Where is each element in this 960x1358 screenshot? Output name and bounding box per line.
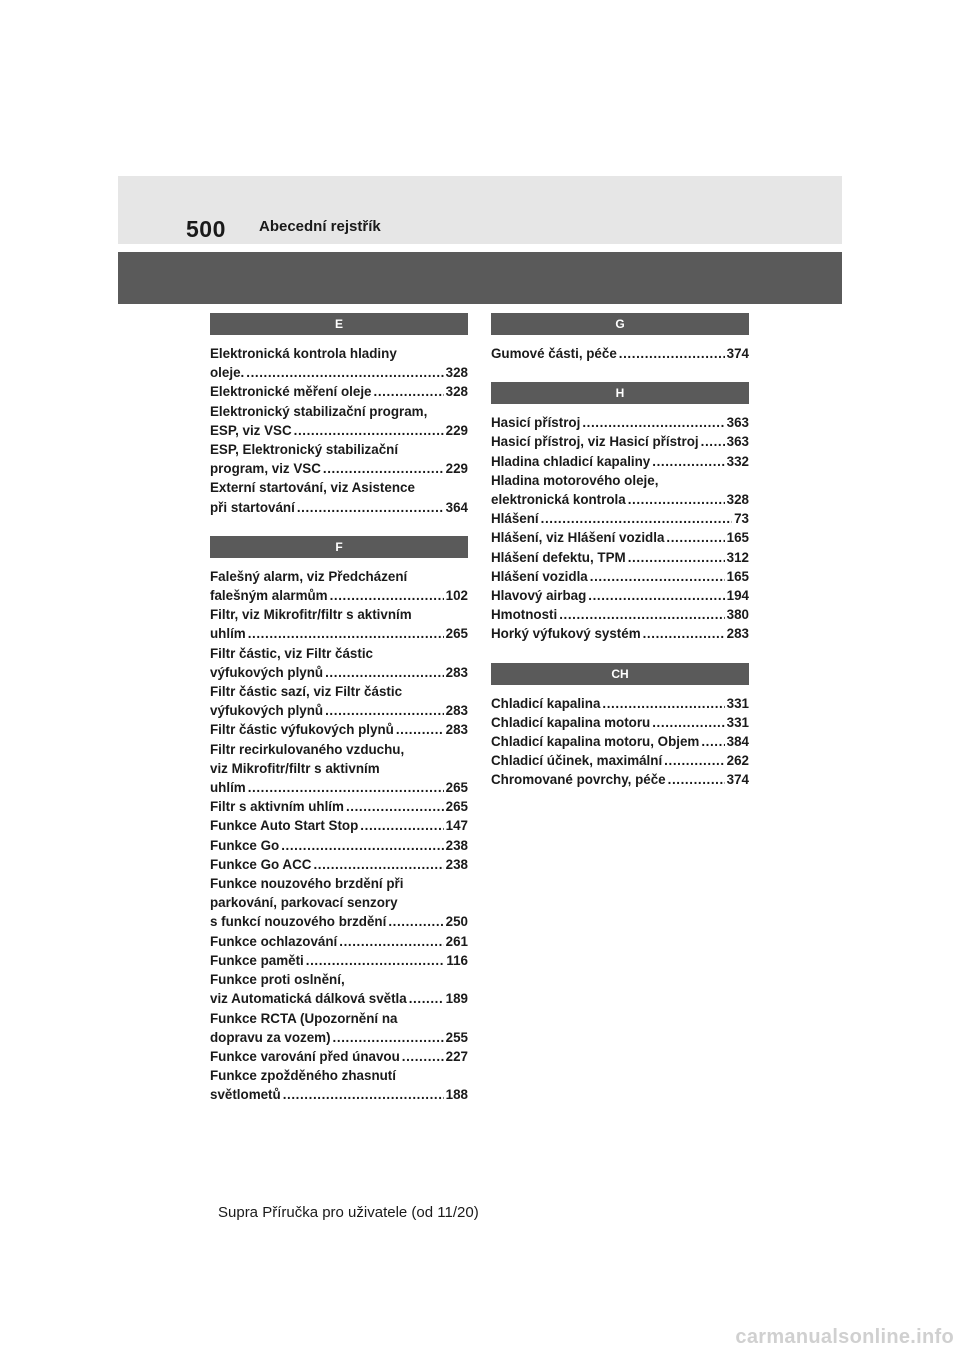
entry-text: oleje. [210, 365, 245, 381]
entry-text: Chladicí kapalina motoru, Objem [491, 734, 700, 750]
dot-leader [582, 413, 724, 432]
index-entry[interactable] [210, 874, 468, 932]
dot-leader [248, 778, 444, 797]
page-reference[interactable]: 255 [445, 1029, 468, 1045]
entry-text: výfukových plynů [210, 703, 324, 719]
dot-leader [325, 701, 444, 720]
index-entry[interactable] [491, 605, 749, 624]
page-reference[interactable]: 188 [445, 1087, 468, 1103]
entry-text: Funkce Auto Start Stop [210, 818, 359, 834]
dot-leader [374, 382, 444, 401]
entry-text: Funkce ochlazování [210, 933, 338, 949]
index-entry[interactable] [210, 1009, 468, 1047]
page-reference[interactable]: 380 [726, 607, 749, 623]
dot-leader [346, 797, 444, 816]
page-reference[interactable]: 189 [445, 991, 468, 1007]
entry-text: Chladicí účinek, maximální [491, 753, 663, 769]
entry-text: Chladicí kapalina [491, 695, 601, 711]
index-entry[interactable] [210, 344, 468, 382]
letter-header: CH [491, 663, 749, 685]
index-entry[interactable] [210, 816, 468, 835]
dot-leader [628, 548, 725, 567]
entry-text: výfukových plynů [210, 664, 324, 680]
index-entry[interactable] [210, 567, 468, 605]
index-entry[interactable] [210, 932, 468, 951]
page-reference[interactable]: 283 [445, 664, 468, 680]
dot-leader [652, 713, 724, 732]
entry-text: Hasicí přístroj [491, 415, 581, 431]
dot-leader [297, 498, 444, 517]
index-entry[interactable] [491, 432, 749, 451]
index-entry[interactable] [491, 413, 749, 432]
page-reference[interactable]: 147 [445, 818, 468, 834]
entry-text: Hmotnosti [491, 607, 558, 623]
index-entry[interactable] [210, 970, 468, 1008]
index-entry-list [491, 344, 749, 363]
entry-text: při startování [210, 499, 295, 515]
index-entry[interactable] [210, 605, 468, 643]
index-entry[interactable] [491, 548, 749, 567]
letter-header: G [491, 313, 749, 335]
index-entry[interactable] [210, 797, 468, 816]
page-reference[interactable]: 227 [445, 1048, 468, 1064]
dot-leader [701, 732, 724, 751]
entry-text: Elektronický stabilizační program, [210, 403, 428, 419]
entry-text: Hladina chladicí kapaliny [491, 453, 651, 469]
index-entry-list [210, 344, 468, 517]
dot-leader [602, 694, 724, 713]
index-entry[interactable] [210, 402, 468, 440]
entry-text: Hlášení vozidla [491, 568, 588, 584]
entry-text: Filtr částic, viz Filtr částic [210, 645, 373, 661]
entry-text: Elektronické měření oleje [210, 384, 372, 400]
index-entry[interactable] [210, 644, 468, 682]
entry-text: Filtr recirkulovaného vzduchu, [210, 741, 405, 757]
page-reference[interactable]: 331 [726, 695, 749, 711]
entry-text: Hlášení [491, 511, 539, 527]
dot-leader [643, 624, 725, 643]
dot-leader [402, 1047, 444, 1066]
page-reference[interactable]: 238 [445, 856, 468, 872]
entry-text: Filtr, viz Mikrofitr/filtr s aktivním [210, 607, 412, 623]
dot-leader [396, 720, 444, 739]
entry-text: viz Automatická dálková světla [210, 991, 407, 1007]
index-entry-list [210, 567, 468, 1105]
entry-text: elektronická kontrola [491, 492, 626, 508]
index-entry[interactable] [491, 694, 749, 713]
dot-leader [306, 951, 445, 970]
entry-text: Funkce nouzového brzdění při [210, 876, 404, 892]
dot-leader [388, 912, 443, 931]
chapter-bar [118, 252, 842, 304]
dot-leader [330, 586, 444, 605]
entry-text: viz Mikrofitr/filtr s aktivním [210, 760, 380, 776]
entry-text: Funkce varování před únavou [210, 1048, 400, 1064]
entry-text: Chromované povrchy, péče [491, 772, 666, 788]
entry-text: Hasicí přístroj, viz Hasicí přístroj [491, 434, 699, 450]
index-entry[interactable] [491, 528, 749, 547]
page-reference[interactable]: 165 [726, 568, 749, 584]
dot-leader [246, 363, 443, 382]
footer-text: Supra Příručka pro uživatele (od 11/20) [218, 1204, 479, 1221]
index-entry[interactable] [210, 720, 468, 739]
entry-text: program, viz VSC [210, 461, 321, 477]
page-reference[interactable]: 102 [445, 588, 468, 604]
index-entry[interactable] [210, 855, 468, 874]
index-entry[interactable] [491, 770, 749, 789]
index-entry[interactable] [210, 740, 468, 798]
page-reference[interactable]: 265 [445, 626, 468, 642]
page-reference[interactable]: 312 [726, 549, 749, 565]
page-reference[interactable]: 165 [726, 530, 749, 546]
index-entry[interactable] [491, 509, 749, 528]
dot-leader [248, 624, 444, 643]
dot-leader [409, 989, 444, 1008]
entry-text: Funkce proti oslnění, [210, 972, 345, 988]
dot-leader [294, 421, 444, 440]
page-reference[interactable]: 331 [726, 714, 749, 730]
page-reference[interactable]: 374 [726, 772, 749, 788]
index-entry[interactable] [491, 732, 749, 751]
dot-leader [628, 490, 725, 509]
dot-leader [701, 432, 725, 451]
index-entry[interactable] [491, 624, 749, 643]
index-entry[interactable] [491, 586, 749, 605]
dot-leader [339, 932, 443, 951]
entry-text: ESP, Elektronický stabilizační [210, 442, 399, 458]
letter-header: E [210, 313, 468, 335]
page-reference[interactable]: 250 [445, 914, 468, 930]
dot-leader [325, 663, 444, 682]
page-reference[interactable]: 328 [445, 384, 468, 400]
entry-text: Hladina motorového oleje, [491, 472, 659, 488]
entry-text: ESP, viz VSC [210, 422, 292, 438]
page-reference[interactable]: 116 [446, 952, 468, 968]
index-entry[interactable] [210, 478, 468, 516]
entry-text: Horký výfukový systém [491, 626, 641, 642]
page-reference[interactable]: 261 [445, 933, 468, 949]
index-entry[interactable] [210, 1066, 468, 1104]
entry-text: Funkce zpožděného zhasnutí [210, 1068, 396, 1084]
page-reference[interactable]: 283 [726, 626, 749, 642]
dot-leader [559, 605, 724, 624]
entry-text: Hlášení, viz Hlášení vozidla [491, 530, 665, 546]
page-reference[interactable]: 363 [726, 415, 749, 431]
entry-text: Filtr částic výfukových plynů [210, 722, 394, 738]
index-entry[interactable] [210, 382, 468, 401]
entry-text: Funkce Go [210, 837, 280, 853]
dot-leader [666, 528, 724, 547]
entry-text: dopravu za vozem) [210, 1029, 331, 1045]
dot-leader [588, 586, 724, 605]
entry-text: Funkce Go ACC [210, 856, 312, 872]
index-entry[interactable] [491, 452, 749, 471]
page-reference[interactable]: 328 [445, 365, 468, 381]
entry-text: Externí startování, viz Asistence [210, 480, 415, 496]
dot-leader [590, 567, 725, 586]
dot-leader [313, 855, 443, 874]
entry-text: Elektronická kontrola hladiny [210, 346, 397, 361]
page-reference[interactable]: 73 [734, 511, 749, 527]
dot-leader [360, 816, 443, 835]
entry-text: uhlím [210, 626, 246, 642]
entry-text: Filtr s aktivním uhlím [210, 799, 344, 815]
page-reference[interactable]: 328 [726, 492, 749, 508]
index-entry-list [491, 694, 749, 790]
section-title: Abecední rejstřík [259, 218, 381, 235]
entry-text: Gumové části, péče [491, 346, 617, 361]
header-band [118, 176, 842, 244]
index-entry[interactable] [491, 344, 749, 363]
page-reference[interactable]: 332 [726, 453, 749, 469]
index-entry[interactable] [491, 751, 749, 770]
page-reference[interactable]: 229 [445, 422, 468, 438]
index-entry-list [491, 413, 749, 643]
index-entry[interactable] [491, 471, 749, 509]
index-entry[interactable] [491, 713, 749, 732]
entry-text: Hlášení defektu, TPM [491, 549, 626, 565]
index-column-left [210, 313, 468, 1105]
page-reference[interactable]: 283 [445, 703, 468, 719]
page-reference[interactable]: 374 [726, 346, 749, 361]
dot-leader [283, 1085, 444, 1104]
index-entry[interactable] [210, 682, 468, 720]
entry-text: Funkce RCTA (Upozornění na [210, 1010, 398, 1026]
index-entry[interactable] [210, 836, 468, 855]
page-reference[interactable]: 229 [445, 461, 468, 477]
index-column-right [491, 313, 749, 790]
page-reference[interactable]: 265 [445, 799, 468, 815]
index-entry[interactable] [210, 951, 468, 970]
entry-text: uhlím [210, 780, 246, 796]
entry-text: s funkcí nouzového brzdění [210, 914, 387, 930]
dot-leader [333, 1028, 444, 1047]
dot-leader [323, 459, 444, 478]
page-reference[interactable]: 364 [445, 499, 468, 515]
dot-leader [281, 836, 443, 855]
entry-text: světlometů [210, 1087, 281, 1103]
dot-leader [664, 751, 724, 770]
watermark: carmanualsonline.info [735, 1326, 954, 1348]
entry-text: falešným alarmům [210, 588, 328, 604]
dot-leader [652, 452, 724, 471]
page-reference[interactable]: 265 [445, 780, 468, 796]
dot-leader [619, 344, 725, 363]
index-entry[interactable] [210, 440, 468, 478]
entry-text: Funkce paměti [210, 952, 304, 968]
page-number: 500 [186, 216, 226, 242]
entry-text: Falešný alarm, viz Předcházení [210, 568, 408, 584]
page-reference[interactable]: 384 [726, 734, 749, 750]
page-reference[interactable]: 194 [726, 588, 749, 604]
page-reference[interactable]: 283 [445, 722, 468, 738]
index-entry[interactable] [491, 567, 749, 586]
entry-text: parkování, parkovací senzory [210, 895, 398, 911]
letter-header: F [210, 536, 468, 558]
entry-text: Hlavový airbag [491, 588, 587, 604]
letter-header: H [491, 382, 749, 404]
page-reference[interactable]: 262 [726, 753, 749, 769]
entry-text: Chladicí kapalina motoru [491, 714, 651, 730]
dot-leader [541, 509, 732, 528]
page-reference[interactable]: 238 [445, 837, 468, 853]
entry-text: Filtr částic sazí, viz Filtr částic [210, 684, 403, 700]
page-reference[interactable]: 363 [726, 434, 749, 450]
index-entry[interactable] [210, 1047, 468, 1066]
dot-leader [668, 770, 725, 789]
